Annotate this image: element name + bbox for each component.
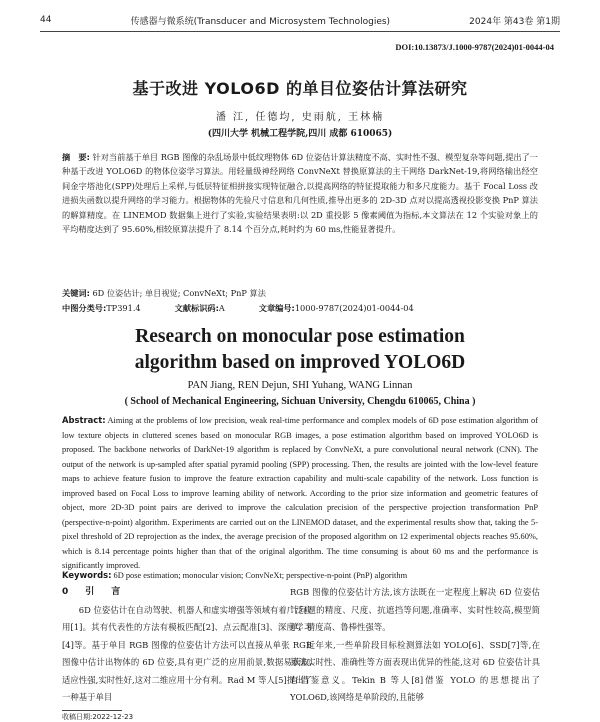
running-header — [40, 12, 560, 28]
left-column — [62, 584, 312, 708]
doc-code-value: A — [218, 303, 225, 313]
doc-code-label: 文献标识码: — [174, 303, 219, 313]
english-authors: PAN Jiang, REN Dejun, SHI Yuhang, WANG Linnan — [187, 380, 413, 391]
chinese-abstract-label: 摘 要: — [62, 152, 90, 162]
chinese-abstract — [62, 150, 538, 236]
journal-name: 传感器与微系统(Transducer and Microsystem Technologies) — [130, 16, 391, 27]
intro-paragraph-right-1: RGB 图像的位姿估计方法,该方法既在一定程度上解决 6D 位姿估计问题的精度、尺度、抗遮挡等问题,准确率、实时性较高,模型简单、精度高、鲁棒性强等。 — [290, 587, 540, 632]
english-keywords — [62, 570, 538, 580]
chinese-keywords — [62, 288, 538, 299]
document-code — [175, 303, 225, 314]
chinese-abstract-text: 针对当前基于单目 RGB 图像的杂乱场景中低纹理物体 6D 位姿估计算法精度不高、实时性不强、模型复杂等问题,提出了一种基于改进 YOLO6D 的物体位姿学习算法。用轻量级神经网络 ConvNeXt 替换原算法的主干网络 DarkNet-19,将网络输出经空间金字塔池化(SPP)处理后上采样,与低层特征相拼接实现特征融合,以提高网络的特征提取能力和多尺度能力。基于 Focal Loss 改进损失函数以提升网络的学习能力。根据物体的先验尺寸信息和几何性质,推导出更多的 2D-3D 点对以提高透视投影变换 PnP 算法的解算精度。在 LINEMOD 数据集上进行了实验,实验结果表明:以 2D 重投影 5 像素阈值为指标,本文算法在 12 个实验对象上的平均精度达到了 95.60%,相较原算法提升了 8.14 个百分点,耗时约为 60 ms,性能显著提升。 — [62, 152, 538, 235]
chinese-keywords-label: 关键词: — [62, 288, 90, 298]
english-keywords-text: 6D pose estimation; monocular vision; ConvNeXt; perspective-n-point (PnP) algorithm — [113, 571, 408, 580]
chinese-keywords-text: 6D 位姿估计; 单目视觉; ConvNeXt; PnP 算法 — [92, 288, 266, 298]
english-keywords-label: Keywords: — [62, 570, 112, 580]
chinese-affiliation: (四川大学 机械工程学院,四川 成都 610065) — [207, 129, 393, 139]
english-title: Research on monocular pose estimation algorithm based on improved YOLO6D — [134, 326, 466, 373]
article-number — [259, 303, 414, 314]
intro-paragraph-right-2: 近年来,一些单阶段目标检测算法如 YOLO[6]、SSD[7]等,在算法实时性、准确性等方面表现出优异的性能,这对 6D 位姿估计具有借鉴意义。Tekin B 等人[8]借鉴 YOLO 的思想提出了 YOLO6D,该网络是单阶段的,且能够 — [290, 639, 540, 702]
english-abstract-label: Abstract: — [62, 415, 106, 425]
page-number: 44 — [40, 15, 52, 25]
intro-paragraph-left: 6D 位姿估计在自动驾驶、机器人和虚实增强等领域有着广泛应用[1]。其有代表性的方法有模板匹配[2]、点云配准[3]、深度学习[4]等。基于单目 RGB 图像的位姿估计方法可以直接从单张 RGB 图像中估计出物体的 6D 位姿,具有更广泛的应用前景,数据易获取,适应性强,实时性好,这对二维应用十分有利。Rad M 等人[5]提出了一种基于单目 — [62, 604, 312, 702]
clc-label: 中图分类号: — [62, 303, 107, 313]
clc-number — [62, 303, 141, 314]
english-abstract — [62, 413, 538, 574]
section-heading: 0 引 言 — [62, 587, 125, 597]
english-abstract-text: Aiming at the problems of low precision, weak real-time performance and complex models of 6D pose estimation algorithm of low texture objects in cluttered scenes based on monocular RGB images, a pose estimation algorithm based on improved YOLO6D is proposed. The backbone networks of DarkNet-19 algorithm is replaced by ConvNeXt, a pure convolutional neural network (CNN). The output of the network is up-sampled after spatial pyramid pooling (SPP) processing. Then, the results are jointed with the low-level feature maps to achieve feature fusion to improve the feature extraction capability and multi-scale capability of the network. Loss function is improved based on Focal Loss to improve learning ability of network. According to the prior size information and geometric features of object, more 2D-3D point pairs are derived to improve the calculation precision of the perspective projection transformation PnP (perspective-n-point) algorithm. Experiments are carried out on the LINEMOD dataset, and the experimental results show that, taking the 5-pixel threshold of 2D reprojection as the index, the average precision of the proposed algorithm on 12 experimental objects reaches 95.60%, which is 8.14 percentage points higher than that of the original algorithm. The time consuming is about 60 ms and the performance is significantly improved. — [62, 416, 538, 570]
issue-info: 2024年 第43卷 第1期 — [469, 16, 560, 27]
received-date: 收稿日期:2022-12-23 — [62, 713, 134, 721]
chinese-title: 基于改进 YOLO6D 的单目位姿估计算法研究 — [132, 79, 468, 98]
article-no-value: 1000-9787(2024)01-0044-04 — [294, 303, 414, 313]
classification-row — [62, 303, 538, 314]
chinese-authors: 潘 江, 任德均, 史雨航, 王林楠 — [215, 112, 385, 123]
article-no-label: 文章编号: — [258, 303, 295, 313]
footnote-rule — [62, 710, 122, 711]
header-rule — [40, 31, 560, 32]
doi: DOI:10.13873/J.1000-9787(2024)01-0044-04 — [395, 42, 554, 52]
clc-value: TP391.4 — [106, 303, 141, 313]
english-affiliation: ( School of Mechanical Engineering, Sichuan University, Chengdu 610065, China ) — [124, 396, 476, 407]
right-column — [290, 584, 540, 708]
